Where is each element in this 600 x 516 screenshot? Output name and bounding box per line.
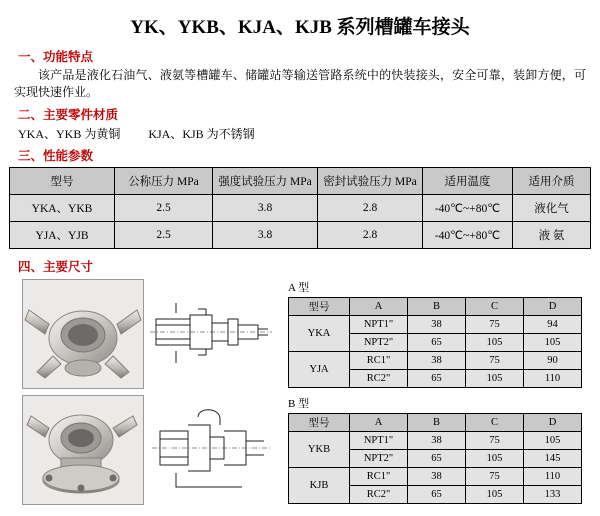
spec-header-cell: 适用介质: [513, 168, 591, 195]
dim-b-header-cell: C: [466, 414, 524, 432]
dim-b-cell: 75: [466, 468, 524, 486]
spec-cell: 3.8: [213, 195, 318, 222]
spec-header-cell: 密封试验压力 MPa: [318, 168, 423, 195]
materials-left: YKA、YKB 为黄铜: [18, 127, 121, 141]
spec-header-cell: 强度试验压力 MPa: [213, 168, 318, 195]
table-header-row: [289, 298, 582, 316]
dimension-table-block-b: [288, 395, 600, 504]
dim-b-cell: RC2": [350, 486, 408, 504]
table-header-row: [289, 414, 582, 432]
dim-b-model-cell: KJB: [289, 468, 350, 504]
dim-a-cell: 110: [524, 370, 582, 388]
table-row: [289, 432, 582, 450]
dim-a-cell: 90: [524, 352, 582, 370]
dim-a-cell: 94: [524, 316, 582, 334]
section-heading-performance: 三、性能参数: [18, 149, 94, 163]
spec-header-cell: 型号: [10, 168, 115, 195]
dim-a-cell: 38: [408, 316, 466, 334]
dimension-row-b: [22, 395, 600, 505]
spec-cell: YJA、YJB: [10, 222, 115, 249]
dim-b-cell: 38: [408, 432, 466, 450]
section-heading-features: 一、功能特点: [18, 50, 94, 64]
dim-a-cell: 75: [466, 316, 524, 334]
dim-b-cell: 105: [466, 450, 524, 468]
dim-a-cell: NPT1": [350, 316, 408, 334]
dim-b-cell: RC1": [350, 468, 408, 486]
dim-a-cell: 105: [466, 370, 524, 388]
dim-b-cell: 75: [466, 432, 524, 450]
dim-a-cell: 38: [408, 352, 466, 370]
dim-a-header-cell: 型号: [289, 298, 350, 316]
table-row: [289, 352, 582, 370]
dim-label-b: B 型: [288, 398, 310, 410]
table-header-row: [10, 168, 591, 195]
dim-a-cell: 65: [408, 370, 466, 388]
dim-a-header-cell: C: [466, 298, 524, 316]
technical-drawing-a: [146, 279, 276, 387]
dimension-row-a: [22, 279, 600, 389]
spec-cell: -40℃~+80℃: [423, 195, 513, 222]
dim-b-header-cell: A: [350, 414, 408, 432]
section-heading-dimensions: 四、主要尺寸: [18, 260, 94, 274]
dim-b-cell: NPT2": [350, 450, 408, 468]
dim-b-cell: 110: [524, 468, 582, 486]
spec-cell: -40℃~+80℃: [423, 222, 513, 249]
spec-header-cell: 公称压力 MPa: [115, 168, 213, 195]
spec-header-cell: 适用温度: [423, 168, 513, 195]
dim-b-cell: 145: [524, 450, 582, 468]
spec-cell: 液化气: [513, 195, 591, 222]
spec-cell: 2.8: [318, 222, 423, 249]
spec-cell: 2.5: [115, 222, 213, 249]
dimension-table-b: [288, 413, 582, 504]
dim-a-cell: 105: [466, 334, 524, 352]
dim-b-cell: 65: [408, 486, 466, 504]
dim-a-cell: RC2": [350, 370, 408, 388]
dim-b-cell: 105: [466, 486, 524, 504]
spec-cell: 2.8: [318, 195, 423, 222]
table-row: [10, 222, 591, 249]
dim-label-a: A 型: [288, 282, 310, 294]
technical-drawing-b: [146, 395, 276, 503]
table-row: [10, 195, 591, 222]
dim-a-header-cell: B: [408, 298, 466, 316]
dim-b-header-cell: D: [524, 414, 582, 432]
dim-b-cell: 65: [408, 450, 466, 468]
dim-b-cell: 38: [408, 468, 466, 486]
dim-a-header-cell: A: [350, 298, 408, 316]
dimensions-content: [0, 279, 600, 505]
dim-a-cell: RC1": [350, 352, 408, 370]
dim-b-header-cell: B: [408, 414, 466, 432]
dim-b-cell: 133: [524, 486, 582, 504]
dim-b-header-cell: 型号: [289, 414, 350, 432]
dim-a-cell: 75: [466, 352, 524, 370]
spec-cell: 3.8: [213, 222, 318, 249]
dim-b-cell: NPT1": [350, 432, 408, 450]
dim-a-cell: 105: [524, 334, 582, 352]
dim-b-cell: 105: [524, 432, 582, 450]
features-paragraph: 该产品是液化石油气、液氨等槽罐车、储罐站等输送管路系统中的快装接头，安全可靠，装卸方便，可实现快速作业。: [14, 68, 586, 99]
dim-a-model-cell: YKA: [289, 316, 350, 352]
spec-cell: 2.5: [115, 195, 213, 222]
table-row: [289, 316, 582, 334]
dim-a-cell: 65: [408, 334, 466, 352]
section-heading-materials: 二、主要零件材质: [18, 108, 119, 122]
dimension-table-block-a: [288, 279, 600, 388]
dim-a-model-cell: YJA: [289, 352, 350, 388]
dim-b-model-cell: YKB: [289, 432, 350, 468]
dim-a-header-cell: D: [524, 298, 582, 316]
performance-table: [9, 167, 591, 249]
dimension-table-a: [288, 297, 582, 388]
spec-cell: 液 氨: [513, 222, 591, 249]
table-row: [289, 468, 582, 486]
spec-cell: YKA、YKB: [10, 195, 115, 222]
materials-right: KJA、KJB 为不锈钢: [148, 127, 255, 141]
dim-a-cell: NPT2": [350, 334, 408, 352]
product-photo-a: [22, 279, 144, 389]
page-title: YK、YKB、KJA、KJB 系列槽罐车接头: [130, 17, 470, 38]
product-photo-b: [22, 395, 144, 505]
materials-line: [18, 125, 600, 142]
